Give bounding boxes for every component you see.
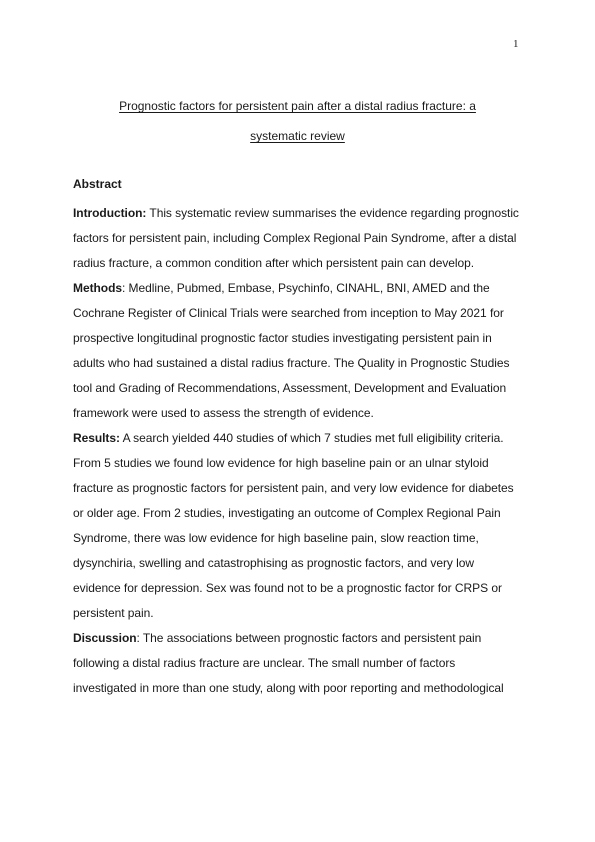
discussion-text: : The associations between prognostic factors and persistent pain [136, 631, 482, 645]
methods-label: Methods [73, 281, 122, 295]
results-line-6: dysynchiria, swelling and catastrophising as prognostic factors, and very low [73, 556, 475, 570]
methods-line-3: prospective longitudinal prognostic factor studies investigating persistent pain in [73, 331, 492, 345]
results-line-2: From 5 studies we found low evidence for high baseline pain or an ulnar styloid [73, 456, 489, 470]
methods-line-2: Cochrane Register of Clinical Trials were searched from inception to May 2021 for [73, 306, 504, 320]
results-line-8: persistent pain. [73, 606, 154, 620]
results-line-5: Syndrome, there was low evidence for high baseline pain, slow reaction time, [73, 531, 479, 545]
title-line-2: systematic review [250, 129, 345, 143]
results-label: Results: [73, 431, 120, 445]
paper-title [60, 91, 535, 151]
results-text: A search yielded 440 studies of which 7 studies met full eligibility criteria. [119, 431, 504, 445]
methods-line-1 [73, 276, 523, 301]
methods-line-5: tool and Grading of Recommendations, Assessment, Development and Evaluation [73, 381, 507, 395]
discussion-line-1 [73, 626, 523, 651]
abstract-heading: Abstract [73, 177, 122, 191]
page-number: 1 [513, 38, 519, 50]
title-line-1: Prognostic factors for persistent pain after a distal radius fracture: a [119, 99, 476, 113]
methods-line-6: framework were used to assess the strength of evidence. [73, 406, 374, 420]
results-line-7: evidence for depression. Sex was found not to be a prognostic factor for CRPS or [73, 581, 502, 595]
methods-text: : Medline, Pubmed, Embase, Psychinfo, CINAHL, BNI, AMED and the [121, 281, 490, 295]
discussion-line-2: following a distal radius fracture are unclear. The small number of factors [73, 656, 456, 670]
introduction-line-1 [73, 201, 523, 226]
results-line-4: or older age. From 2 studies, investigating an outcome of Complex Regional Pain [73, 506, 501, 520]
discussion-label: Discussion [73, 631, 137, 645]
introduction-line-2: factors for persistent pain, including Complex Regional Pain Syndrome, after a distal [73, 231, 517, 245]
introduction-text: This systematic review summarises the evidence regarding prognostic [146, 206, 519, 220]
results-line-1 [73, 426, 523, 451]
results-line-3: fracture as prognostic factors for persistent pain, and very low evidence for diabetes [73, 481, 514, 495]
abstract-body [73, 201, 523, 701]
introduction-line-3: radius fracture, a common condition after which persistent pain can develop. [73, 256, 475, 270]
discussion-line-3: investigated in more than one study, along with poor reporting and methodological [73, 681, 504, 695]
introduction-label: Introduction: [73, 206, 147, 220]
methods-line-4: adults who had sustained a distal radius fracture. The Quality in Prognostic Studies [73, 356, 510, 370]
